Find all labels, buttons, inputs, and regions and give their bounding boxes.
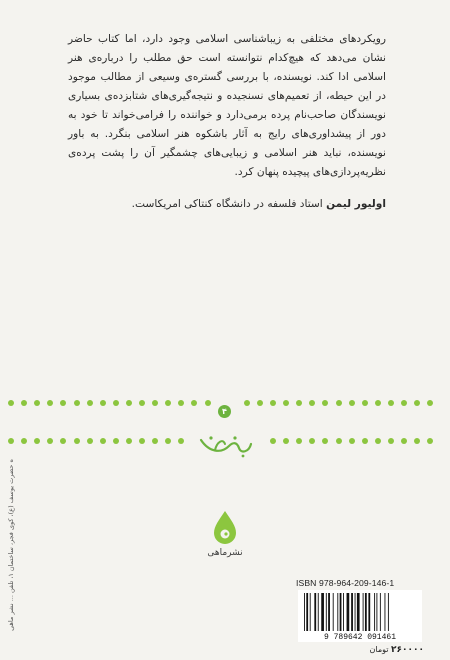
decorative-dot xyxy=(60,400,66,406)
barcode-bar xyxy=(380,593,381,631)
barcode-bar xyxy=(365,593,367,631)
decorative-dot xyxy=(165,438,171,444)
barcode-bar xyxy=(326,593,327,631)
decorative-dot xyxy=(401,400,407,406)
barcode-bar xyxy=(340,593,342,631)
barcode-bar xyxy=(357,593,360,631)
decorative-dot xyxy=(283,438,289,444)
barcode-bar xyxy=(385,593,386,631)
barcode-bar xyxy=(363,593,364,631)
back-cover-blurb: رویکردهای مختلفی به زیباشناسی اسلامی وجود دارد، اما کتاب حاضر نشان می‌دهد که هیچ‌کدام نتوانسته است حق مطلب را درباره‌ی هنر اسلامی ادا کند. نویسنده، با بررسی گستره‌ی وسیعی از مطالب موجود در این حیطه، از تعمیم‌های نسنجیده و نتیجه‌گیری‌های شتابزده‌ی بسیاری نویسندگان صاحب‌نام پرده برمی‌دارد و خواننده را فرامی‌خواند تا خود به دور از پیشداوری‌های رایج به آثار باشکوه هنر اسلامی بنگرد. به باور نویسنده، نباید هنر اسلامی و زیبایی‌های چشمگیر آن را پشت پرده‌ی نظریه‌پردازی‌های پیچیده پنهان کرد. xyxy=(68,33,386,178)
decorative-dot xyxy=(113,400,119,406)
vertical-publisher-credit xyxy=(4,440,18,650)
decorative-dot xyxy=(126,400,132,406)
decorative-dot xyxy=(139,400,145,406)
decorative-dot xyxy=(309,438,315,444)
barcode-bar xyxy=(318,593,319,631)
decorative-dot-row-bottom xyxy=(8,438,442,446)
decorative-dot xyxy=(414,400,420,406)
barcode-bar xyxy=(328,593,330,631)
decorative-dot xyxy=(427,438,433,444)
decorative-dot xyxy=(191,400,197,406)
decorative-dot xyxy=(283,400,289,406)
decorative-dot xyxy=(322,438,328,444)
series-number-badge: ۴ xyxy=(218,405,231,418)
price-unit: تومان xyxy=(369,645,389,654)
decorative-dot xyxy=(139,438,145,444)
decorative-dot xyxy=(113,438,119,444)
decorative-dot xyxy=(178,438,184,444)
decorative-dot xyxy=(21,438,27,444)
decorative-dot xyxy=(388,438,394,444)
decorative-dot xyxy=(34,438,40,444)
decorative-dot xyxy=(87,400,93,406)
decorative-dot xyxy=(165,400,171,406)
barcode-bar xyxy=(343,593,344,631)
decorative-dot xyxy=(427,400,433,406)
decorative-dot xyxy=(388,400,394,406)
publisher-name: نشرماهی xyxy=(207,548,243,558)
decorative-dot xyxy=(362,400,368,406)
decorative-dot xyxy=(74,438,80,444)
barcode-bar xyxy=(333,593,334,631)
barcode-bar xyxy=(337,593,338,631)
barcode-bar xyxy=(314,593,316,631)
price-label xyxy=(340,645,424,655)
vertical-credit-text: ه‌ حضرت یوسف (ع)، کوی فجر، ساختمان ۱، تلفن ... نشر ماهی xyxy=(7,459,15,631)
decorative-dot xyxy=(257,400,263,406)
decorative-dot xyxy=(349,438,355,444)
decorative-dot xyxy=(375,400,381,406)
decorative-dot xyxy=(375,438,381,444)
author-note xyxy=(80,196,386,212)
barcode-bar xyxy=(347,593,350,631)
barcode-bar xyxy=(321,593,324,631)
decorative-dot xyxy=(322,400,328,406)
decorative-dot xyxy=(336,400,342,406)
barcode-bar xyxy=(351,593,353,631)
barcode-bar xyxy=(374,593,375,631)
barcode-bar xyxy=(355,593,356,631)
decorative-dot xyxy=(34,400,40,406)
barcode-bar xyxy=(310,593,311,631)
decorative-dot xyxy=(296,400,302,406)
decorative-dot xyxy=(401,438,407,444)
isbn-number: ISBN 978-964-209-146-1 xyxy=(296,578,395,588)
barcode-bar xyxy=(304,593,305,631)
decorative-dot xyxy=(178,400,184,406)
price-amount: ۲۶۰۰۰۰ xyxy=(391,645,424,655)
barcode-bar xyxy=(388,593,389,631)
decorative-dot xyxy=(126,438,132,444)
decorative-dot xyxy=(47,400,53,406)
author-name: اولیور لیمن xyxy=(326,198,386,210)
decorative-dot xyxy=(21,400,27,406)
barcode-digits: 9 789642 091461 xyxy=(323,633,397,642)
decorative-dot xyxy=(87,438,93,444)
barcode-bar xyxy=(376,593,377,631)
decorative-dot xyxy=(8,400,14,406)
barcode-bar xyxy=(368,593,370,631)
decorative-dot xyxy=(362,438,368,444)
decorative-dot xyxy=(100,438,106,444)
author-bio: استاد فلسفه در دانشگاه کنتاکی امریکاست. xyxy=(131,198,323,210)
decorative-dot xyxy=(152,400,158,406)
decorative-dot xyxy=(205,400,211,406)
decorative-dot xyxy=(244,400,250,406)
decorative-dot xyxy=(336,438,342,444)
decorative-dot xyxy=(100,400,106,406)
decorative-dot xyxy=(60,438,66,444)
decorative-dot xyxy=(270,400,276,406)
isbn-barcode xyxy=(298,590,422,642)
decorative-dot xyxy=(296,438,302,444)
decorative-dot xyxy=(74,400,80,406)
decorative-dot xyxy=(152,438,158,444)
decorative-dot xyxy=(309,400,315,406)
publisher-drop-logo-icon xyxy=(212,510,238,546)
decorative-dot xyxy=(47,438,53,444)
decorative-dot xyxy=(349,400,355,406)
decorative-dot xyxy=(414,438,420,444)
decorative-dot xyxy=(270,438,276,444)
barcode-bar xyxy=(306,593,308,631)
